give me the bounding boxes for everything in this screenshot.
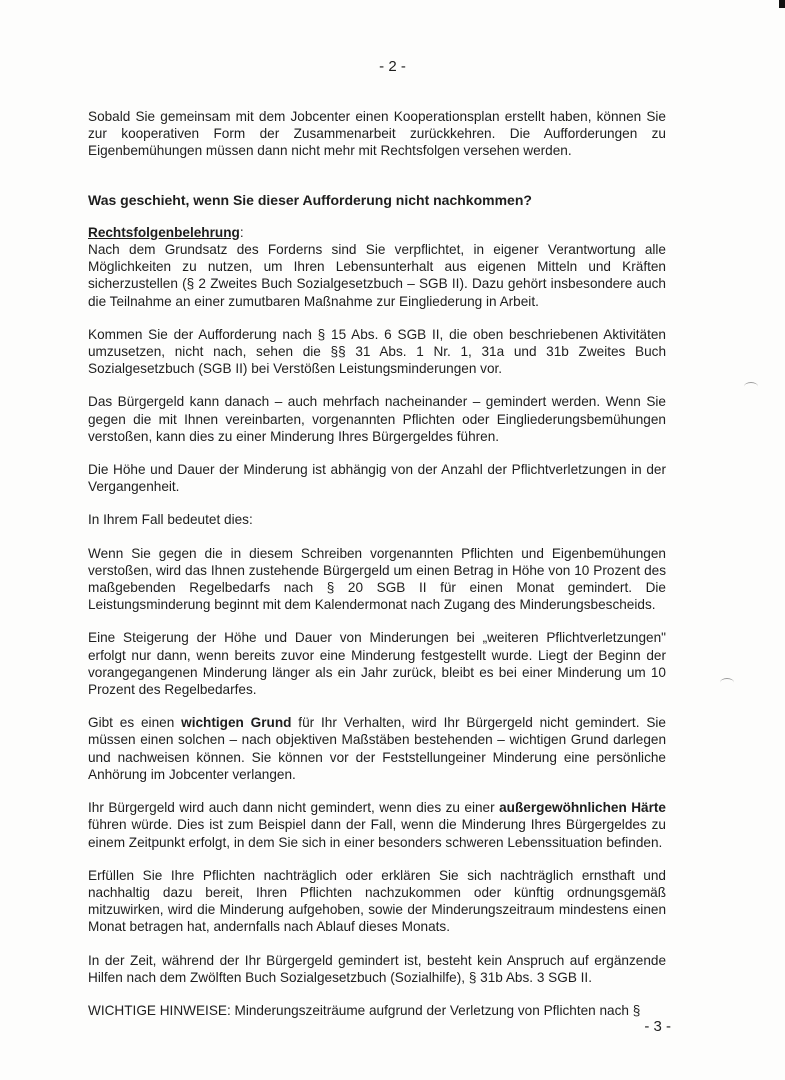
paragraph-10-prozent: Wenn Sie gegen die in diesem Schreiben vorgenannten Pflichten und Eigenbemühungen verstoßen, wird das Ihnen zustehende Bürgergeld um einen Betrag in Höhe von 10 Prozent des maßgebenden Regelbedarfs nach § 20 SGB II für einen Monat gemindert. Die Leistungsminderung beginnt mit dem Kalendermonat nach Zugang des Minderungsbescheids. [88,545,666,613]
paragraph-buergergeld-gemindert: Das Bürgergeld kann danach – auch mehrfach nacheinander – gemindert werden. Wenn Sie gegen die mit Ihnen vereinbarten, vorgenannten Pflichten oder Eingliederungsbemühungen verstoßen, kann dies zu einer Minderung Ihres Bürgergeldes führen. [88,394,666,444]
page-number-top: - 2 - [379,58,406,75]
paragraph-aufforderung-15: Kommen Sie der Aufforderung nach § 15 Abs. 6 SGB II, die oben beschriebenen Aktivitäten umzusetzen, nicht nach, sehen die §§ 31 Abs. 1 Nr. 1, 31a und 31b Zweites Buch Sozialgesetzbuch (SGB II) bei Verstößen Leistungsminderungen vor. [88,326,666,377]
paragraph-pflichten-nachtraeglich: Erfüllen Sie Ihre Pflichten nachträglich oder erklären Sie sich nachträglich ernsthaft und nachhaltig dazu bereit, Ihren Pflichten nachzukommen oder künftig ordnungsgemäß mitzuwirken, wird die Minderung aufgehoben, sowie der Minderungszeitraum mindestens einen Monat betragen hat, andernfalls nach Ablauf dieses Monats. [88,867,666,935]
rechtsfolgenbelehrung-label: Rechtsfolgenbelehrung [88,224,240,240]
paragraph-wichtige-hinweise: WICHTIGE HINWEISE: Minderungszeiträume aufgrund der Verletzung von Pflichten nach § [88,1002,641,1018]
paragraph-grundsatz-forderns: Nach dem Grundsatz des Forderns sind Sie verpflichtet, in eigener Verantwortung alle Möglichkeiten zu nutzen, um Ihren Lebensunterhalt aus eigenen Mitteln und Kräften sicherzustellen (§ 2 Zweites Buch Sozialgesetzbuch – SGB II). Dazu gehört insbesondere auch die Teilnahme an einer zumutbaren Maßnahme zur Eingliederung in Arbeit. [88,242,666,309]
paragraph-hoehe-dauer: Die Höhe und Dauer der Minderung ist abhängig von der Anzahl der Pflichtverletzungen in der Vergangenheit. [88,462,666,495]
paragraph-kooperationsplan: Sobald Sie gemeinsam mit dem Jobcenter einen Kooperationsplan erstellt haben, können Sie zur kooperativen Form der Zusammenarbeit zurückkehren. Die Aufforderungen zu Eigenbemühungen müssen dann nicht mehr mit Rechtsfolgen versehen werden. [88,109,666,159]
paragraph-ihrem-fall: In Ihrem Fall bedeutet dies: [88,512,253,528]
letter-body [88,108,666,1035]
scan-artifact-mark [744,382,758,391]
wichtiger-grund-bold: wichtigen Grund [181,715,292,731]
rechtsfolgen-colon: : [239,224,244,240]
haerte-bold: außergewöhnlichen Härte [499,800,666,816]
wichtiger-grund-text-a: Gibt es einen [88,715,182,731]
haerte-text-a: Ihr Bürgergeld wird auch dann nicht gemindert, wenn dies zu einer [88,800,500,816]
wichtiger-grund-text-b: für Ihr Verhalten, wird Ihr Bürgergeld nicht gemindert. Sie müssen einen solchen – nach objektiven Maßstäben bestehenden – wichtigen Grund darlegen und nachweisen können. Sie können vor der Feststellungeiner Minderung eine persönliche Anhörung im Jobcenter verlangen. [88,715,666,782]
paragraph-sozialhilfe: In der Zeit, während der Ihr Bürgergeld gemindert ist, besteht kein Anspruch auf ergänzende Hilfen nach dem Zwölften Buch Sozialgesetzbuch (Sozialhilfe), § 31b Abs. 3 SGB II. [88,952,666,985]
haerte-text-b: führen würde. Dies ist zum Beispiel dann der Fall, wenn die Minderung Ihres Bürgergeldes zu einem Zeitpunkt erfolgt, in dem Sie sich in einer besonders schweren Lebenssituation befinden. [88,817,666,850]
section-heading: Was geschieht, wenn Sie dieser Aufforderung nicht nachkommen? [88,191,532,208]
scan-artifact-mark [720,678,734,687]
scan-edge-mark [779,0,785,8]
page-number-bottom: - 3 - [644,1018,671,1035]
paragraph-wichtiger-grund [88,714,666,783]
rechtsfolgen-label-line [88,224,666,241]
paragraph-steigerung: Eine Steigerung der Höhe und Dauer von Minderungen bei „weiteren Pflichtverletzungen" erfolgt nur dann, wenn bereits zuvor eine Minderung festgestellt wurde. Liegt der Beginn der vorangegangenen Minderung länger als ein Jahr zurück, bleibt es bei einer Minderung um 10 Prozent des Regelbedarfes. [88,630,666,698]
paragraph-haerte [88,799,666,851]
